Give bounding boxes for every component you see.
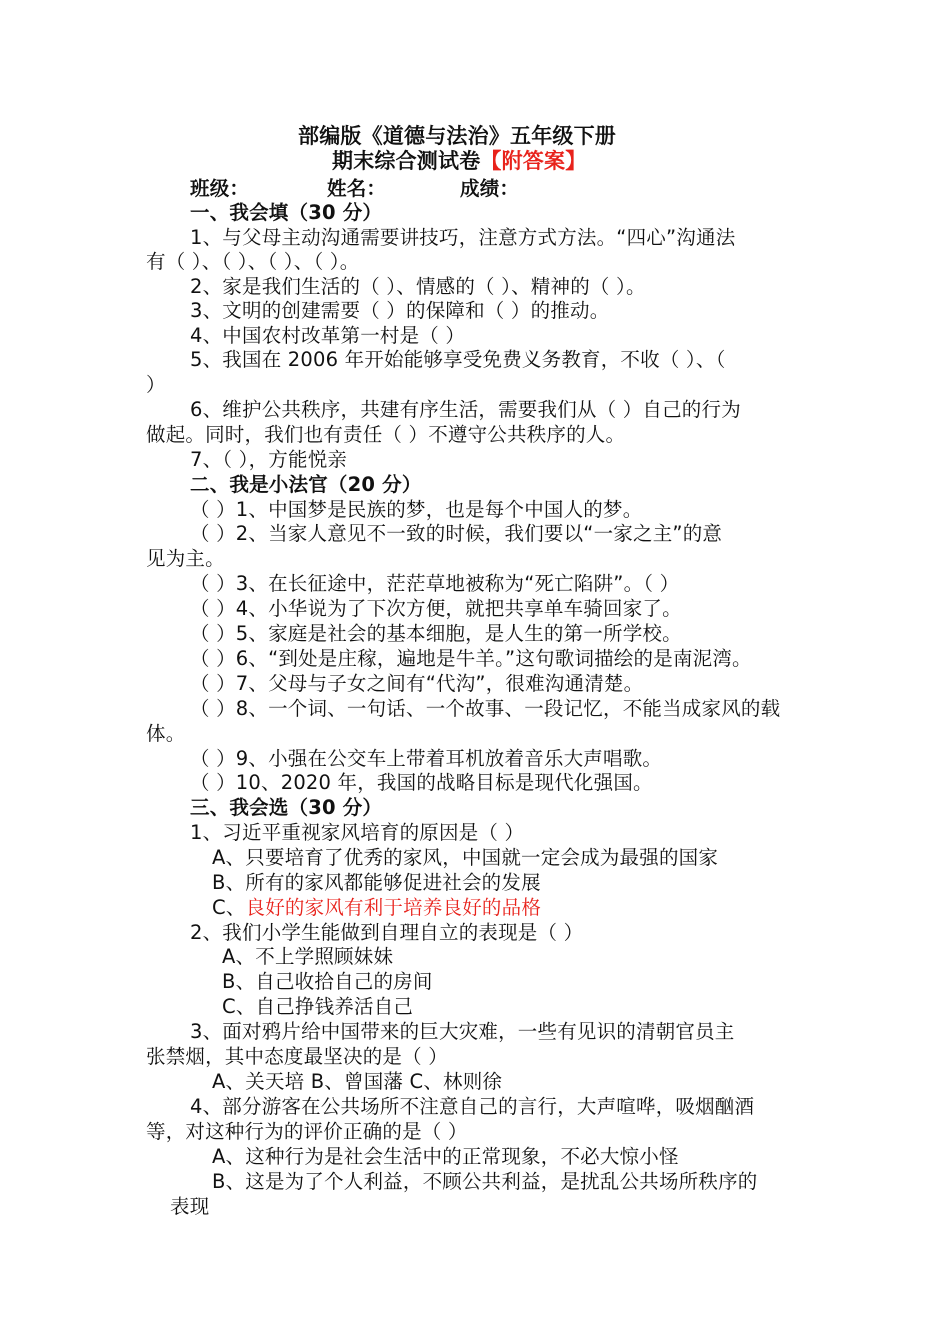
s2-line: 见为主。 (146, 547, 225, 570)
s3-q2-option-a: A、不上学照顾妹妹 (222, 945, 394, 968)
s2-line: （ ）7、父母与子女之间有“代沟”，很难沟通清楚。 (190, 672, 644, 695)
s2-line: （ ）6、“到处是庄稼，遍地是牛羊。”这句歌词描绘的是南泥湾。 (190, 647, 752, 670)
score-field-label: 成绩： (460, 177, 520, 200)
s2-line: 体。 (146, 722, 186, 745)
s1-line: 2、家是我们生活的（ ）、情感的（ ）、精神的（ ）。 (190, 275, 646, 298)
title-line-1: 部编版《道德与法治》五年级下册 (298, 124, 616, 148)
s3-q1-option-b: B、所有的家风都能够促进社会的发展 (212, 871, 541, 894)
s3-q4-option-b-line-2: 表现 (170, 1195, 210, 1218)
s1-line: 6、维护公共秩序，共建有序生活，需要我们从（ ）自己的行为 (190, 398, 741, 421)
s2-line: （ ）9、小强在公交车上带着耳机放着音乐大声唱歌。 (190, 747, 663, 770)
s3-q4-line-1: 4、部分游客在公共场所不注意自己的言行，大声喧哗，吸烟酗酒 (190, 1095, 755, 1118)
s1-line: 有（ ）、（ ）、（ ）、（ ）。 (146, 250, 360, 273)
s3-q4-option-b-line-1: B、这是为了个人利益，不顾公共利益，是扰乱公共场所秩序的 (212, 1170, 758, 1193)
s2-line: （ ）3、在长征途中，茫茫草地被称为“死亡陷阱”。（ ） (190, 572, 680, 595)
section-1-heading: 一、我会填（30 分） (190, 201, 383, 224)
class-field-label: 班级： (190, 177, 250, 200)
s2-line: （ ）10、2020 年，我国的战略目标是现代化强国。 (190, 771, 653, 794)
option-c-prefix: C、 (212, 896, 246, 919)
s2-line: （ ）2、当家人意见不一致的时候，我们要以“一家之主”的意 (190, 522, 723, 545)
s1-line: 3、文明的创建需要（ ）的保障和（ ）的推动。 (190, 299, 610, 322)
s3-q3-line-2: 张禁烟，其中态度最坚决的是（ ） (146, 1045, 448, 1068)
section-3-heading: 三、我会选（30 分） (190, 796, 383, 819)
s3-q4-option-a: A、这种行为是社会生活中的正常现象，不必大惊小怪 (212, 1145, 679, 1168)
s1-line: 做起。同时，我们也有责任（ ）不遵守公共秩序的人。 (146, 423, 626, 446)
s3-q3-options: A、关天培 B、曾国藩 C、林则徐 (212, 1070, 503, 1093)
s3-q1-option-c (212, 895, 541, 920)
s3-q2-option-b: B、自己收拾自己的房间 (222, 970, 433, 993)
s2-line: （ ）8、一个词、一句话、一个故事、一段记忆，不能当成家风的载 (190, 697, 781, 720)
answer-tag: 【附答案】 (480, 149, 587, 173)
name-field-label: 姓名： (327, 177, 387, 200)
title-main: 期末综合测试卷 (332, 149, 481, 173)
s1-line: 7、（ ），方能悦亲 (190, 448, 348, 471)
s3-q2: 2、我们小学生能做到自理自立的表现是（ ） (190, 921, 584, 944)
s1-line: 5、我国在 2006 年开始能够享受免费义务教育，不收（ ）、（ (190, 348, 726, 371)
s3-q4-line-2: 等，对这种行为的评价正确的是（ ） (146, 1120, 468, 1143)
s3-q3-line-1: 3、面对鸦片给中国带来的巨大灾难，一些有见识的清朝官员主 (190, 1020, 735, 1043)
s1-line: 4、中国农村改革第一村是（ ） (190, 324, 466, 347)
title-line-2 (332, 149, 586, 174)
s2-line: （ ）4、小华说为了下次方便，就把共享单车骑回家了。 (190, 597, 682, 620)
s2-line: （ ）5、家庭是社会的基本细胞，是人生的第一所学校。 (190, 622, 682, 645)
s3-q2-option-c: C、自己挣钱养活自己 (222, 995, 414, 1018)
s2-line: （ ）1、中国梦是民族的梦，也是每个中国人的梦。 (190, 498, 643, 521)
section-2-heading: 二、我是小法官（20 分） (190, 473, 422, 496)
correct-answer-text: 良好的家风有利于培养良好的品格 (245, 896, 542, 919)
s3-q1-option-a: A、只要培育了优秀的家风，中国就一定会成为最强的国家 (212, 846, 719, 869)
s1-line: ） (146, 373, 166, 396)
s1-line: 1、与父母主动沟通需要讲技巧，注意方式方法。“四心”沟通法 (190, 226, 736, 249)
s3-q1: 1、习近平重视家风培育的原因是（ ） (190, 821, 525, 844)
